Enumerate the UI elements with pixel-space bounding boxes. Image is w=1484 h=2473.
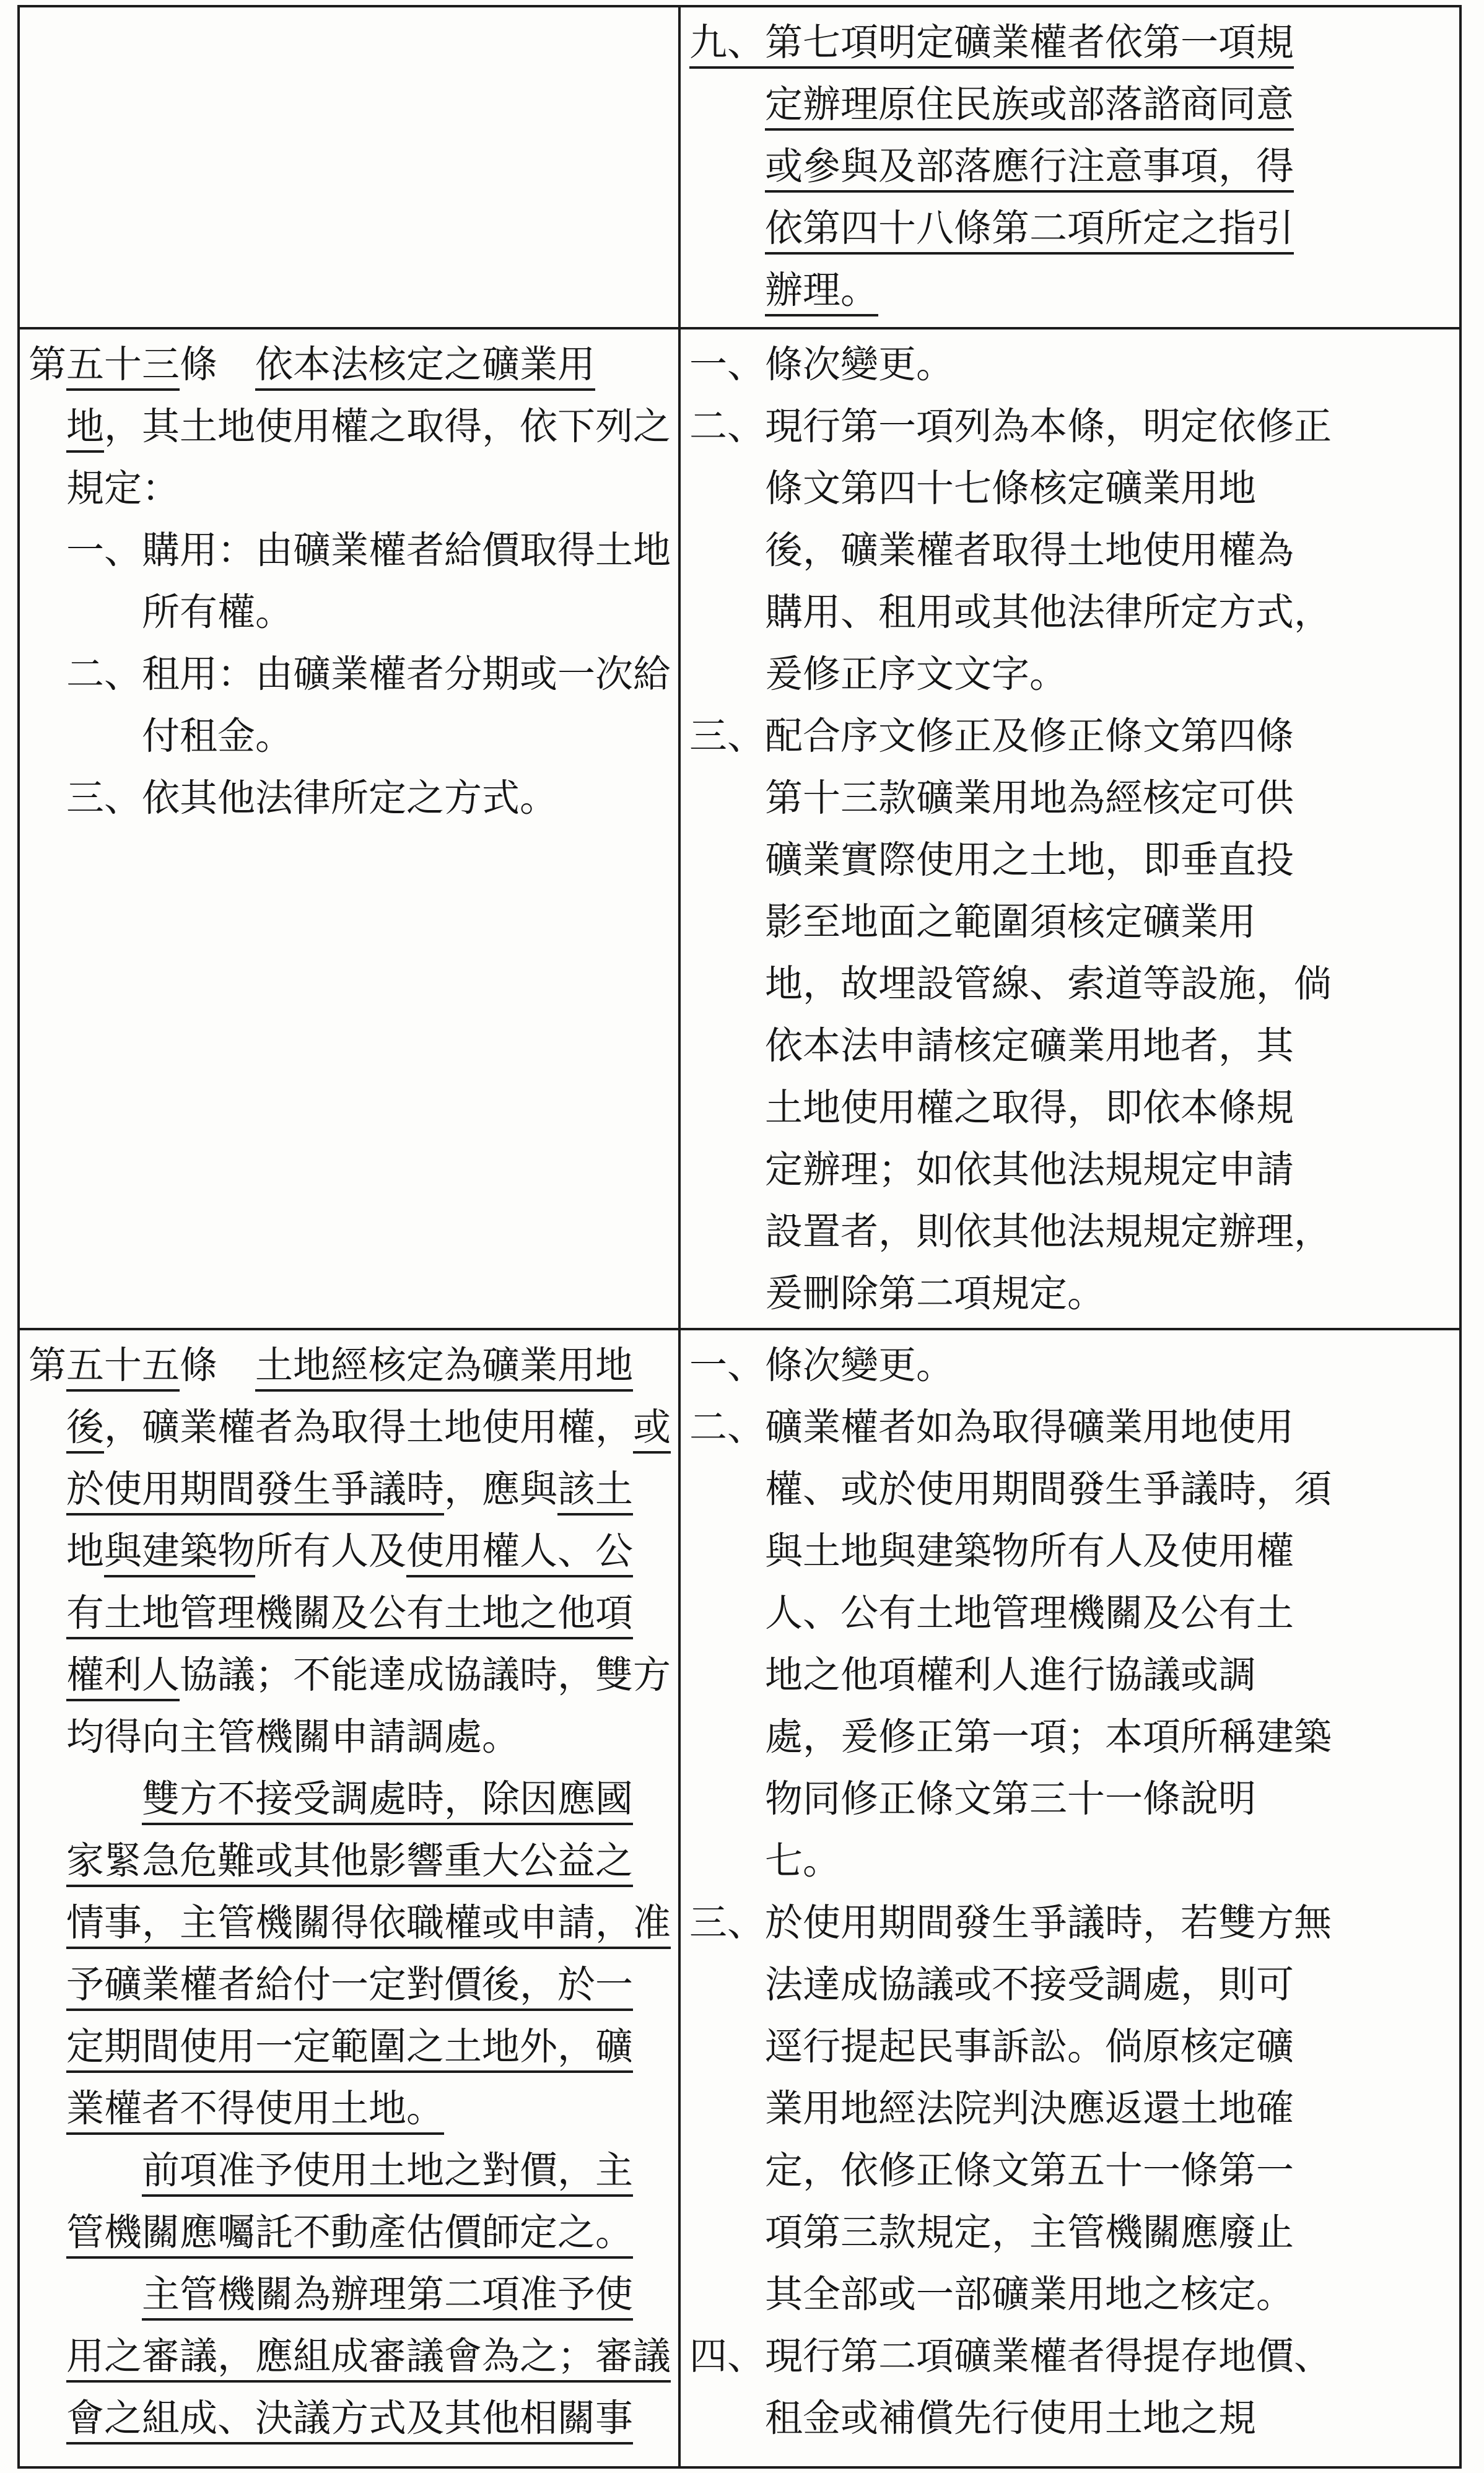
amended-underlined-text: 情事，主管機關得依職權或申請，准 — [66, 1903, 671, 1949]
text-line — [28, 2017, 672, 2078]
amended-underlined-text: 定辦理原住民族或部落諮商同意 — [765, 84, 1294, 131]
text-segment: 條 — [180, 1345, 256, 1387]
text-segment: 影至地面之範圍須核定礦業用 — [765, 902, 1257, 943]
text-line — [689, 1521, 1453, 1583]
text-segment: 物同修正條文第三十一條說明 — [765, 1779, 1257, 1820]
text-segment: 三、依其他法律所定之方式。 — [66, 778, 558, 819]
text-segment: 法達成協議或不接受調處，則可 — [765, 1965, 1294, 2006]
text-line — [689, 520, 1453, 582]
amended-underlined-text: 管機關應囑託不動產估價師定之。 — [66, 2212, 633, 2259]
text-line — [689, 2078, 1453, 2140]
text-line — [689, 1397, 1453, 1459]
text-line — [689, 892, 1453, 954]
text-segment: 所有人及 — [255, 1531, 407, 1572]
text-line — [28, 458, 672, 520]
text-segment: 處，爰修正第一項；本項所稱建築 — [765, 1717, 1332, 1758]
text-segment: 二、現行第一項列為本條，明定依修正 — [689, 406, 1332, 448]
amended-underlined-text: 或 — [633, 1407, 671, 1454]
text-segment: 定，依修正條文第五十一條第一 — [765, 2150, 1294, 2192]
text-segment: 二、租用：由礦業權者分期或一次給 — [66, 654, 671, 696]
text-line — [28, 334, 672, 396]
amended-underlined-text: 雙方不接受調處時，除因應國 — [142, 1779, 633, 1825]
text-segment: 地 — [66, 1531, 105, 1572]
text-segment: 購用、租用或其他法律所定方式， — [765, 592, 1332, 634]
amended-underlined-text: 該土 — [557, 1469, 633, 1516]
text-segment: 爰刪除第二項規定。 — [765, 1273, 1106, 1315]
amended-underlined-text: 或參與及部落應行注意事項，得 — [765, 146, 1294, 193]
amended-underlined-text: 依第四十八條第二項所定之指引 — [765, 208, 1294, 255]
text-segment: 權、或於使用期間發生爭議時，須 — [765, 1469, 1332, 1511]
text-line — [689, 1016, 1453, 1078]
text-segment: 人、公有土地管理機關及公有土 — [765, 1593, 1294, 1634]
text-segment: 定辦理；如依其他法規規定申請 — [765, 1149, 1294, 1191]
text-line — [28, 1521, 672, 1583]
text-segment: 地，故埋設管線、索道等設施，倘 — [765, 964, 1332, 1005]
text-line — [28, 706, 672, 768]
text-line — [689, 1140, 1453, 1202]
text-line — [689, 334, 1453, 396]
text-line — [689, 2326, 1453, 2388]
amended-underlined-text: 地 — [66, 406, 104, 453]
text-segment: 一、條次變更。 — [689, 344, 954, 386]
text-segment: 地之他項權利人進行協議或調 — [765, 1655, 1257, 1696]
text-line — [689, 768, 1453, 830]
text-segment: 所有權。 — [142, 592, 294, 634]
amended-provision-cell — [20, 7, 681, 327]
text-segment: 協議；不能達成協議時，雙方 — [180, 1655, 671, 1696]
amended-underlined-text: 土地經核定為礦業用地 — [255, 1345, 633, 1392]
text-line — [28, 2326, 672, 2388]
text-segment: 七。 — [765, 1841, 841, 1882]
text-line — [689, 198, 1453, 260]
text-segment: 四、現行第二項礦業權者得提存地價、 — [689, 2336, 1332, 2378]
text-segment: ，應與 — [444, 1469, 558, 1511]
text-segment: ，其土地使用權之取得，依下列之 — [104, 406, 671, 448]
amended-underlined-text: 定期間使用一定範圍之土地外，礦 — [66, 2026, 633, 2073]
amended-underlined-text: 後 — [66, 1407, 104, 1454]
text-line — [28, 2078, 672, 2140]
text-segment: 設置者，則依其他法規規定辦理， — [765, 1211, 1332, 1253]
amended-underlined-text: 主管機關為辦理第二項准予使 — [142, 2274, 633, 2321]
text-line — [28, 1707, 672, 1769]
amended-underlined-text: 用之審議，應組成審議會為之；審議 — [66, 2336, 671, 2383]
text-line — [689, 830, 1453, 892]
text-line — [28, 1459, 672, 1521]
amended-provision-cell — [20, 1330, 681, 2466]
amended-underlined-text: 前項准予使用土地之對價，主 — [142, 2150, 633, 2197]
text-line — [689, 1202, 1453, 1263]
text-line — [689, 136, 1453, 198]
text-segment: 礦業實際使用之土地，即垂直投 — [765, 840, 1294, 881]
text-segment: 項第三款規定，主管機關應廢止 — [765, 2212, 1294, 2254]
explanation-cell — [681, 1330, 1459, 2466]
text-line — [689, 1707, 1453, 1769]
amended-underlined-text: 業權者不得使用土地。 — [66, 2088, 444, 2135]
amended-underlined-text: 與建築物 — [104, 1531, 255, 1577]
amended-underlined-text: 予礦業權者給付一定對價後，於一 — [66, 1965, 633, 2011]
text-line — [689, 74, 1453, 136]
text-segment: 均得向主管機關申請調處。 — [66, 1717, 520, 1758]
text-segment: 與土地與建築物所有人及使用權 — [765, 1531, 1294, 1572]
text-segment: 規定： — [66, 468, 180, 510]
explanation-cell — [681, 329, 1459, 1328]
amended-underlined-text: 五十五 — [66, 1345, 180, 1392]
text-line — [28, 1831, 672, 1893]
text-line — [28, 2264, 672, 2326]
amended-provision-cell — [20, 329, 681, 1328]
amended-underlined-text: 依本法核定之礦業用 — [255, 344, 595, 391]
text-line — [689, 1459, 1453, 1521]
text-segment: 付租金。 — [142, 716, 294, 757]
amended-underlined-text: 辦理。 — [765, 270, 878, 316]
text-line — [689, 260, 1453, 322]
text-segment: ，礦業權者為取得土地使用權， — [104, 1407, 634, 1449]
text-line — [689, 396, 1453, 458]
text-line — [28, 582, 672, 644]
text-line — [28, 644, 672, 706]
text-line — [689, 706, 1453, 768]
text-segment: 三、配合序文修正及修正條文第四條 — [689, 716, 1294, 757]
amended-underlined-text: 五十三 — [66, 344, 180, 391]
table-row-article-53 — [20, 327, 1459, 1328]
table-row-article-55 — [20, 1328, 1459, 2466]
text-line — [28, 1893, 672, 1955]
text-segment: 二、礦業權者如為取得礦業用地使用 — [689, 1407, 1294, 1449]
text-segment: 一、購用：由礦業權者給價取得土地 — [66, 530, 671, 572]
text-line — [689, 582, 1453, 644]
text-line — [689, 644, 1453, 706]
text-line — [28, 1769, 672, 1831]
text-line — [689, 1831, 1453, 1893]
text-line — [689, 2264, 1453, 2326]
text-line — [28, 520, 672, 582]
text-line — [28, 1583, 672, 1645]
text-line — [689, 1769, 1453, 1831]
text-line — [689, 2388, 1453, 2450]
text-segment: 第十三款礦業用地為經核定可供 — [765, 778, 1294, 819]
text-segment: 爰修正序文文字。 — [765, 654, 1068, 696]
text-line — [689, 12, 1453, 74]
text-line — [689, 1893, 1453, 1955]
text-line — [689, 1335, 1453, 1397]
text-segment: 依本法申請核定礦業用地者，其 — [765, 1026, 1294, 1067]
text-line — [28, 1335, 672, 1397]
amended-underlined-text: 會之組成、決議方式及其他相關事 — [66, 2398, 633, 2445]
text-segment: 第 — [28, 1345, 67, 1387]
text-segment: 後，礦業權者取得土地使用權為 — [765, 530, 1294, 572]
text-segment: 一、條次變更。 — [689, 1345, 954, 1387]
text-line — [689, 2140, 1453, 2202]
text-segment: 三、於使用期間發生爭議時，若雙方無 — [689, 1903, 1332, 1944]
text-line — [689, 458, 1453, 520]
text-line — [28, 396, 672, 458]
text-segment: 租金或補償先行使用土地之規 — [765, 2398, 1257, 2440]
amended-underlined-text: 九、第七項明定礦業權者依第一項規 — [689, 22, 1294, 69]
explanation-cell — [681, 7, 1459, 327]
text-line — [689, 1263, 1453, 1325]
amended-underlined-text: 家緊急危難或其他影響重大公益之 — [66, 1841, 633, 1887]
text-line — [28, 1645, 672, 1707]
text-segment: 條 — [180, 344, 256, 386]
amended-underlined-text: 權利人 — [66, 1655, 180, 1701]
text-line — [28, 768, 672, 830]
text-line — [689, 1583, 1453, 1645]
text-segment: 逕行提起民事訴訟。倘原核定礦 — [765, 2026, 1294, 2068]
law-amendment-comparison-table — [17, 5, 1462, 2469]
amended-underlined-text: 於使用期間發生爭議時 — [66, 1469, 444, 1516]
amended-underlined-text: 有土地管理機關及公有土地之他項 — [66, 1593, 633, 1639]
text-segment: 條文第四十七條核定礦業用地 — [765, 468, 1257, 510]
text-line — [689, 954, 1453, 1016]
text-segment: 第 — [28, 344, 67, 386]
text-line — [28, 2388, 672, 2450]
text-line — [689, 2202, 1453, 2264]
text-segment: 業用地經法院判決應返還土地確 — [765, 2088, 1294, 2130]
text-line — [28, 2202, 672, 2264]
text-line — [689, 2017, 1453, 2078]
text-segment: 土地使用權之取得，即依本條規 — [765, 1088, 1294, 1129]
text-line — [689, 1078, 1453, 1140]
text-line — [689, 1645, 1453, 1707]
table-row-explanation-continued — [20, 7, 1459, 327]
text-segment: 其全部或一部礦業用地之核定。 — [765, 2274, 1294, 2316]
text-line — [28, 1397, 672, 1459]
amended-underlined-text: 使用權人、公 — [406, 1531, 633, 1577]
text-line — [28, 2140, 672, 2202]
text-line — [689, 1955, 1453, 2017]
text-line — [28, 1955, 672, 2017]
